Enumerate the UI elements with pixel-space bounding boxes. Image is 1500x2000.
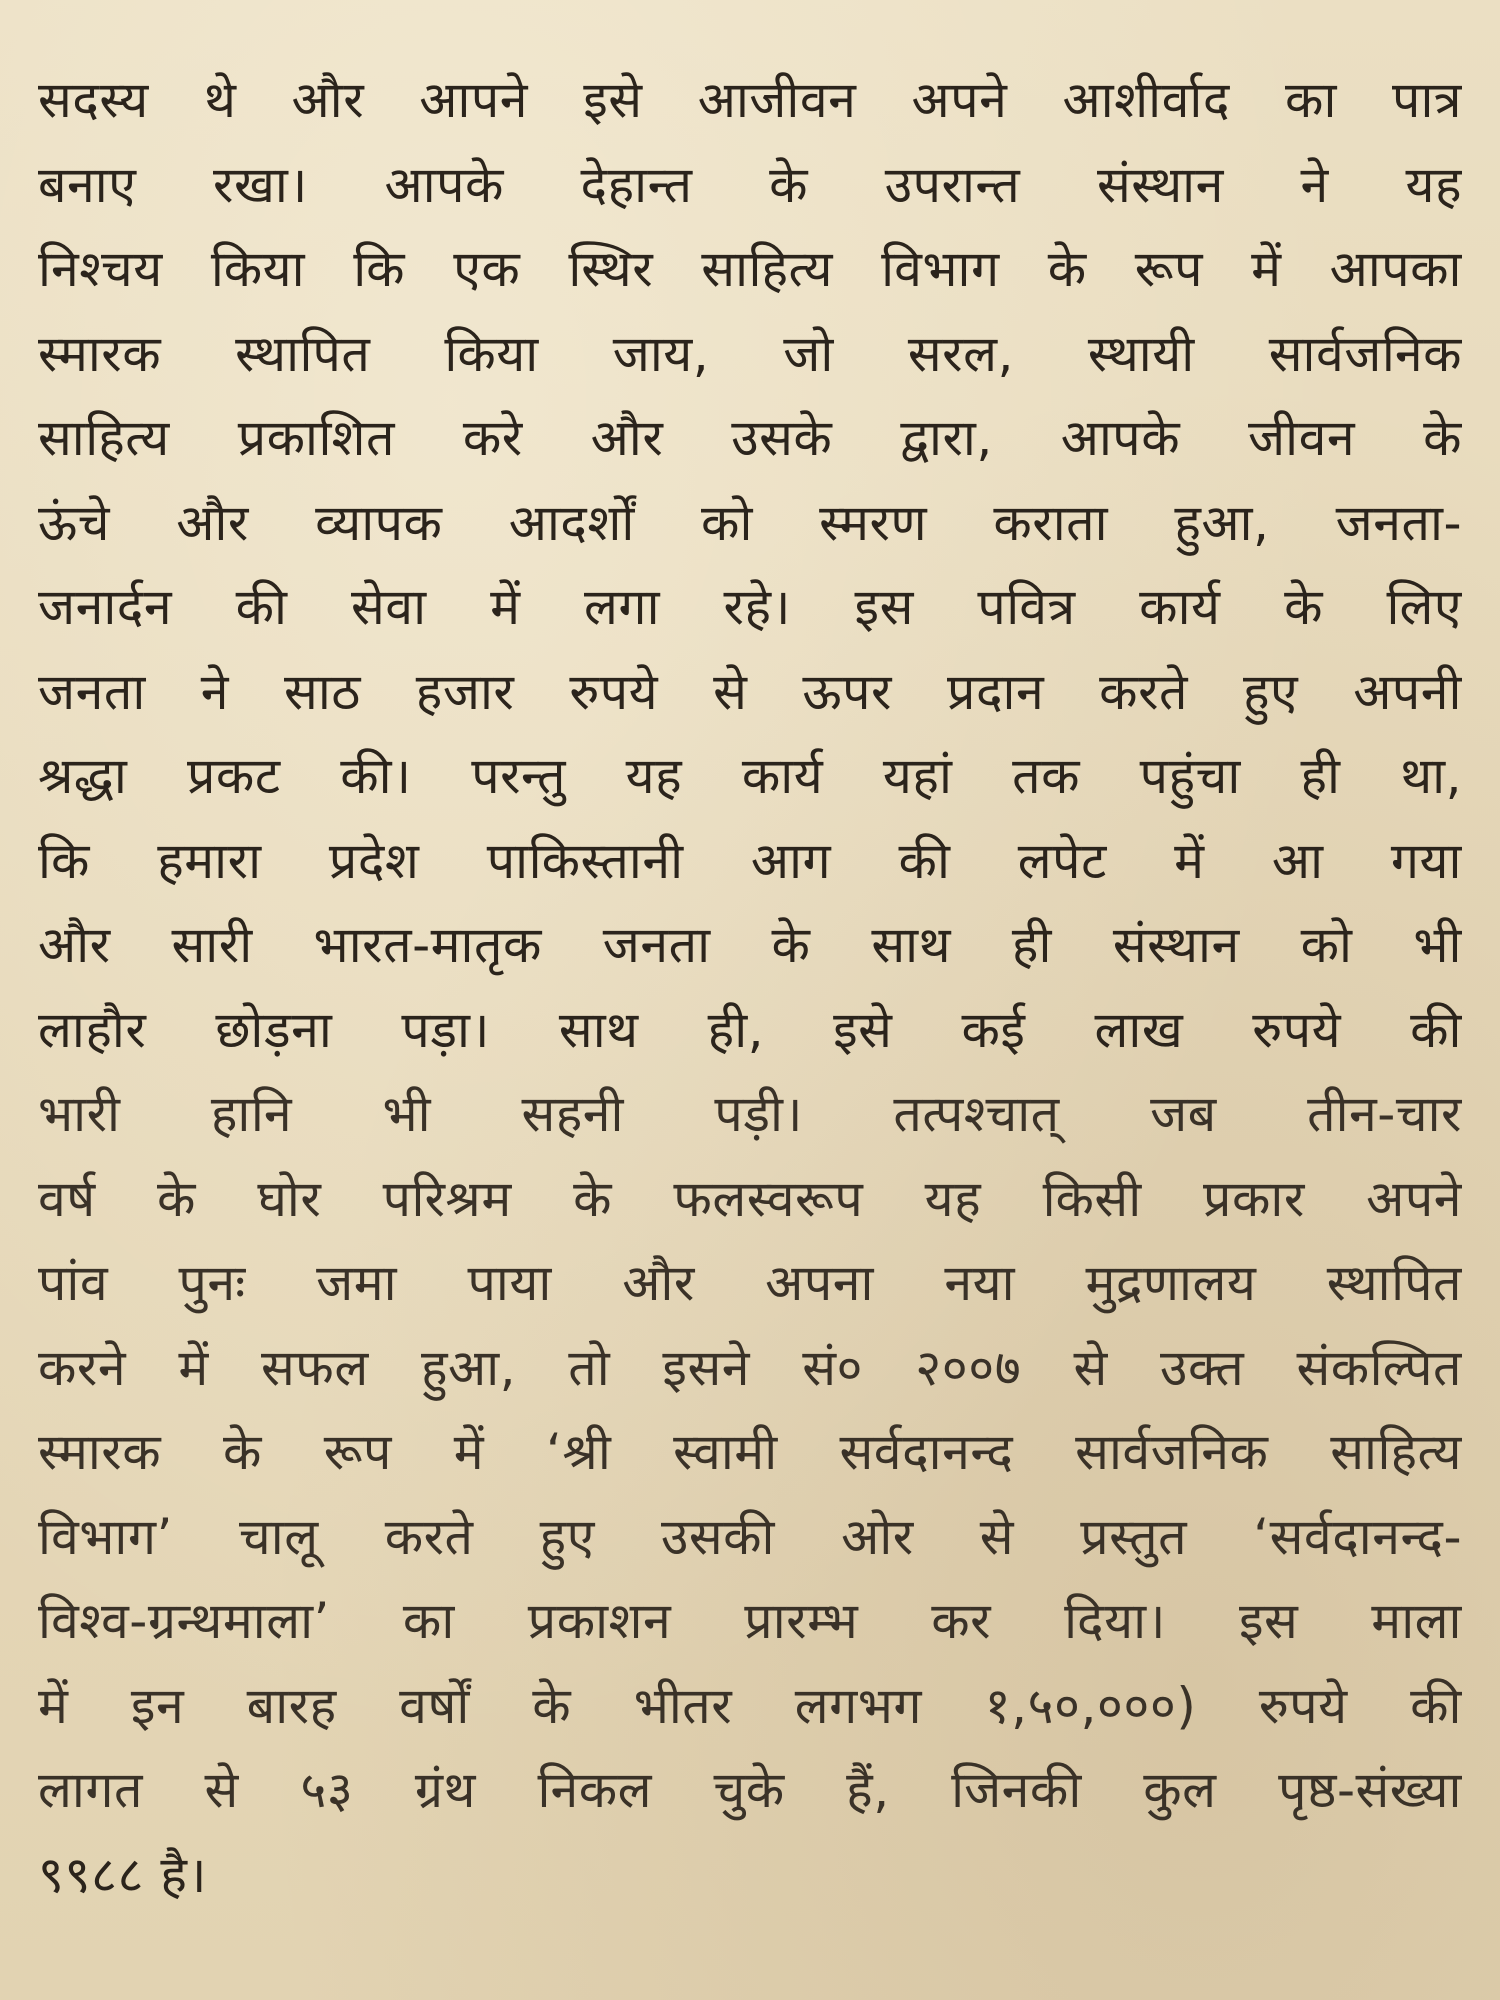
text-line-10: कि हमारा प्रदेश पाकिस्तानी आग की लपेट में आ गया	[38, 831, 1462, 890]
text-line-3: निश्चय किया कि एक स्थिर साहित्य विभाग के रूप में आपका	[38, 240, 1462, 298]
text-line-12: लाहौर छोड़ना पड़ा। साथ ही, इसे कई लाख रुपये की	[38, 1000, 1462, 1059]
text-line-7: जनार्दन की सेवा में लगा रहे। इस पवित्र कार्य के लिए	[38, 578, 1462, 636]
text-line-21: लागत से ५३ ग्रंथ निकल चुके हैं, जिनकी कुल पृष्ठ-संख्या	[38, 1761, 1462, 1819]
text-line-20: में इन बारह वर्षों के भीतर लगभग १,५०,०००) रुपये की	[38, 1676, 1462, 1735]
text-line-6: ऊंचे और व्यापक आदर्शों को स्मरण कराता हुआ, जनता-	[38, 493, 1462, 552]
text-line-13: भारी हानि भी सहनी पड़ी। तत्पश्चात् जब तीन-चार	[38, 1085, 1462, 1143]
text-line-11: और सारी भारत-मातृक जनता के साथ ही संस्थान को भी	[38, 916, 1462, 974]
text-line-19: विश्व-ग्रन्थमाला’ का प्रकाशन प्रारम्भ कर दिया। इस माला	[38, 1592, 1462, 1650]
text-line-4: स्मारक स्थापित किया जाय, जो सरल, स्थायी सार्वजनिक	[38, 324, 1462, 383]
text-line-5: साहित्य प्रकाशित करे और उसके द्वारा, आपके जीवन के	[38, 409, 1462, 467]
body-paragraph	[38, 58, 1462, 1917]
text-line-1: सदस्य थे और आपने इसे आजीवन अपने आशीर्वाद का पात्र	[38, 71, 1462, 129]
text-line-15: पांव पुनः जमा पाया और अपना नया मुद्रणालय स्थापित	[38, 1254, 1462, 1312]
text-line-22: ९९८८ है।	[38, 1845, 207, 1904]
text-line-17: स्मारक के रूप में ‘श्री स्वामी सर्वदानन्द सार्वजनिक साहित्य	[38, 1423, 1462, 1481]
text-line-9: श्रद्धा प्रकट की। परन्तु यह कार्य यहां तक पहुंचा ही था,	[38, 747, 1462, 805]
text-line-18: विभाग’ चालू करते हुए उसकी ओर से प्रस्तुत ‘सर्वदानन्द-	[38, 1507, 1462, 1566]
text-line-16: करने में सफल हुआ, तो इसने सं० २००७ से उक्त संकल्पित	[38, 1338, 1462, 1397]
text-line-8: जनता ने साठ हजार रुपये से ऊपर प्रदान करते हुए अपनी	[38, 662, 1462, 721]
text-line-2: बनाए रखा। आपके देहान्त के उपरान्त संस्थान ने यह	[38, 155, 1462, 214]
text-line-14: वर्ष के घोर परिश्रम के फलस्वरूप यह किसी प्रकार अपने	[38, 1169, 1462, 1228]
